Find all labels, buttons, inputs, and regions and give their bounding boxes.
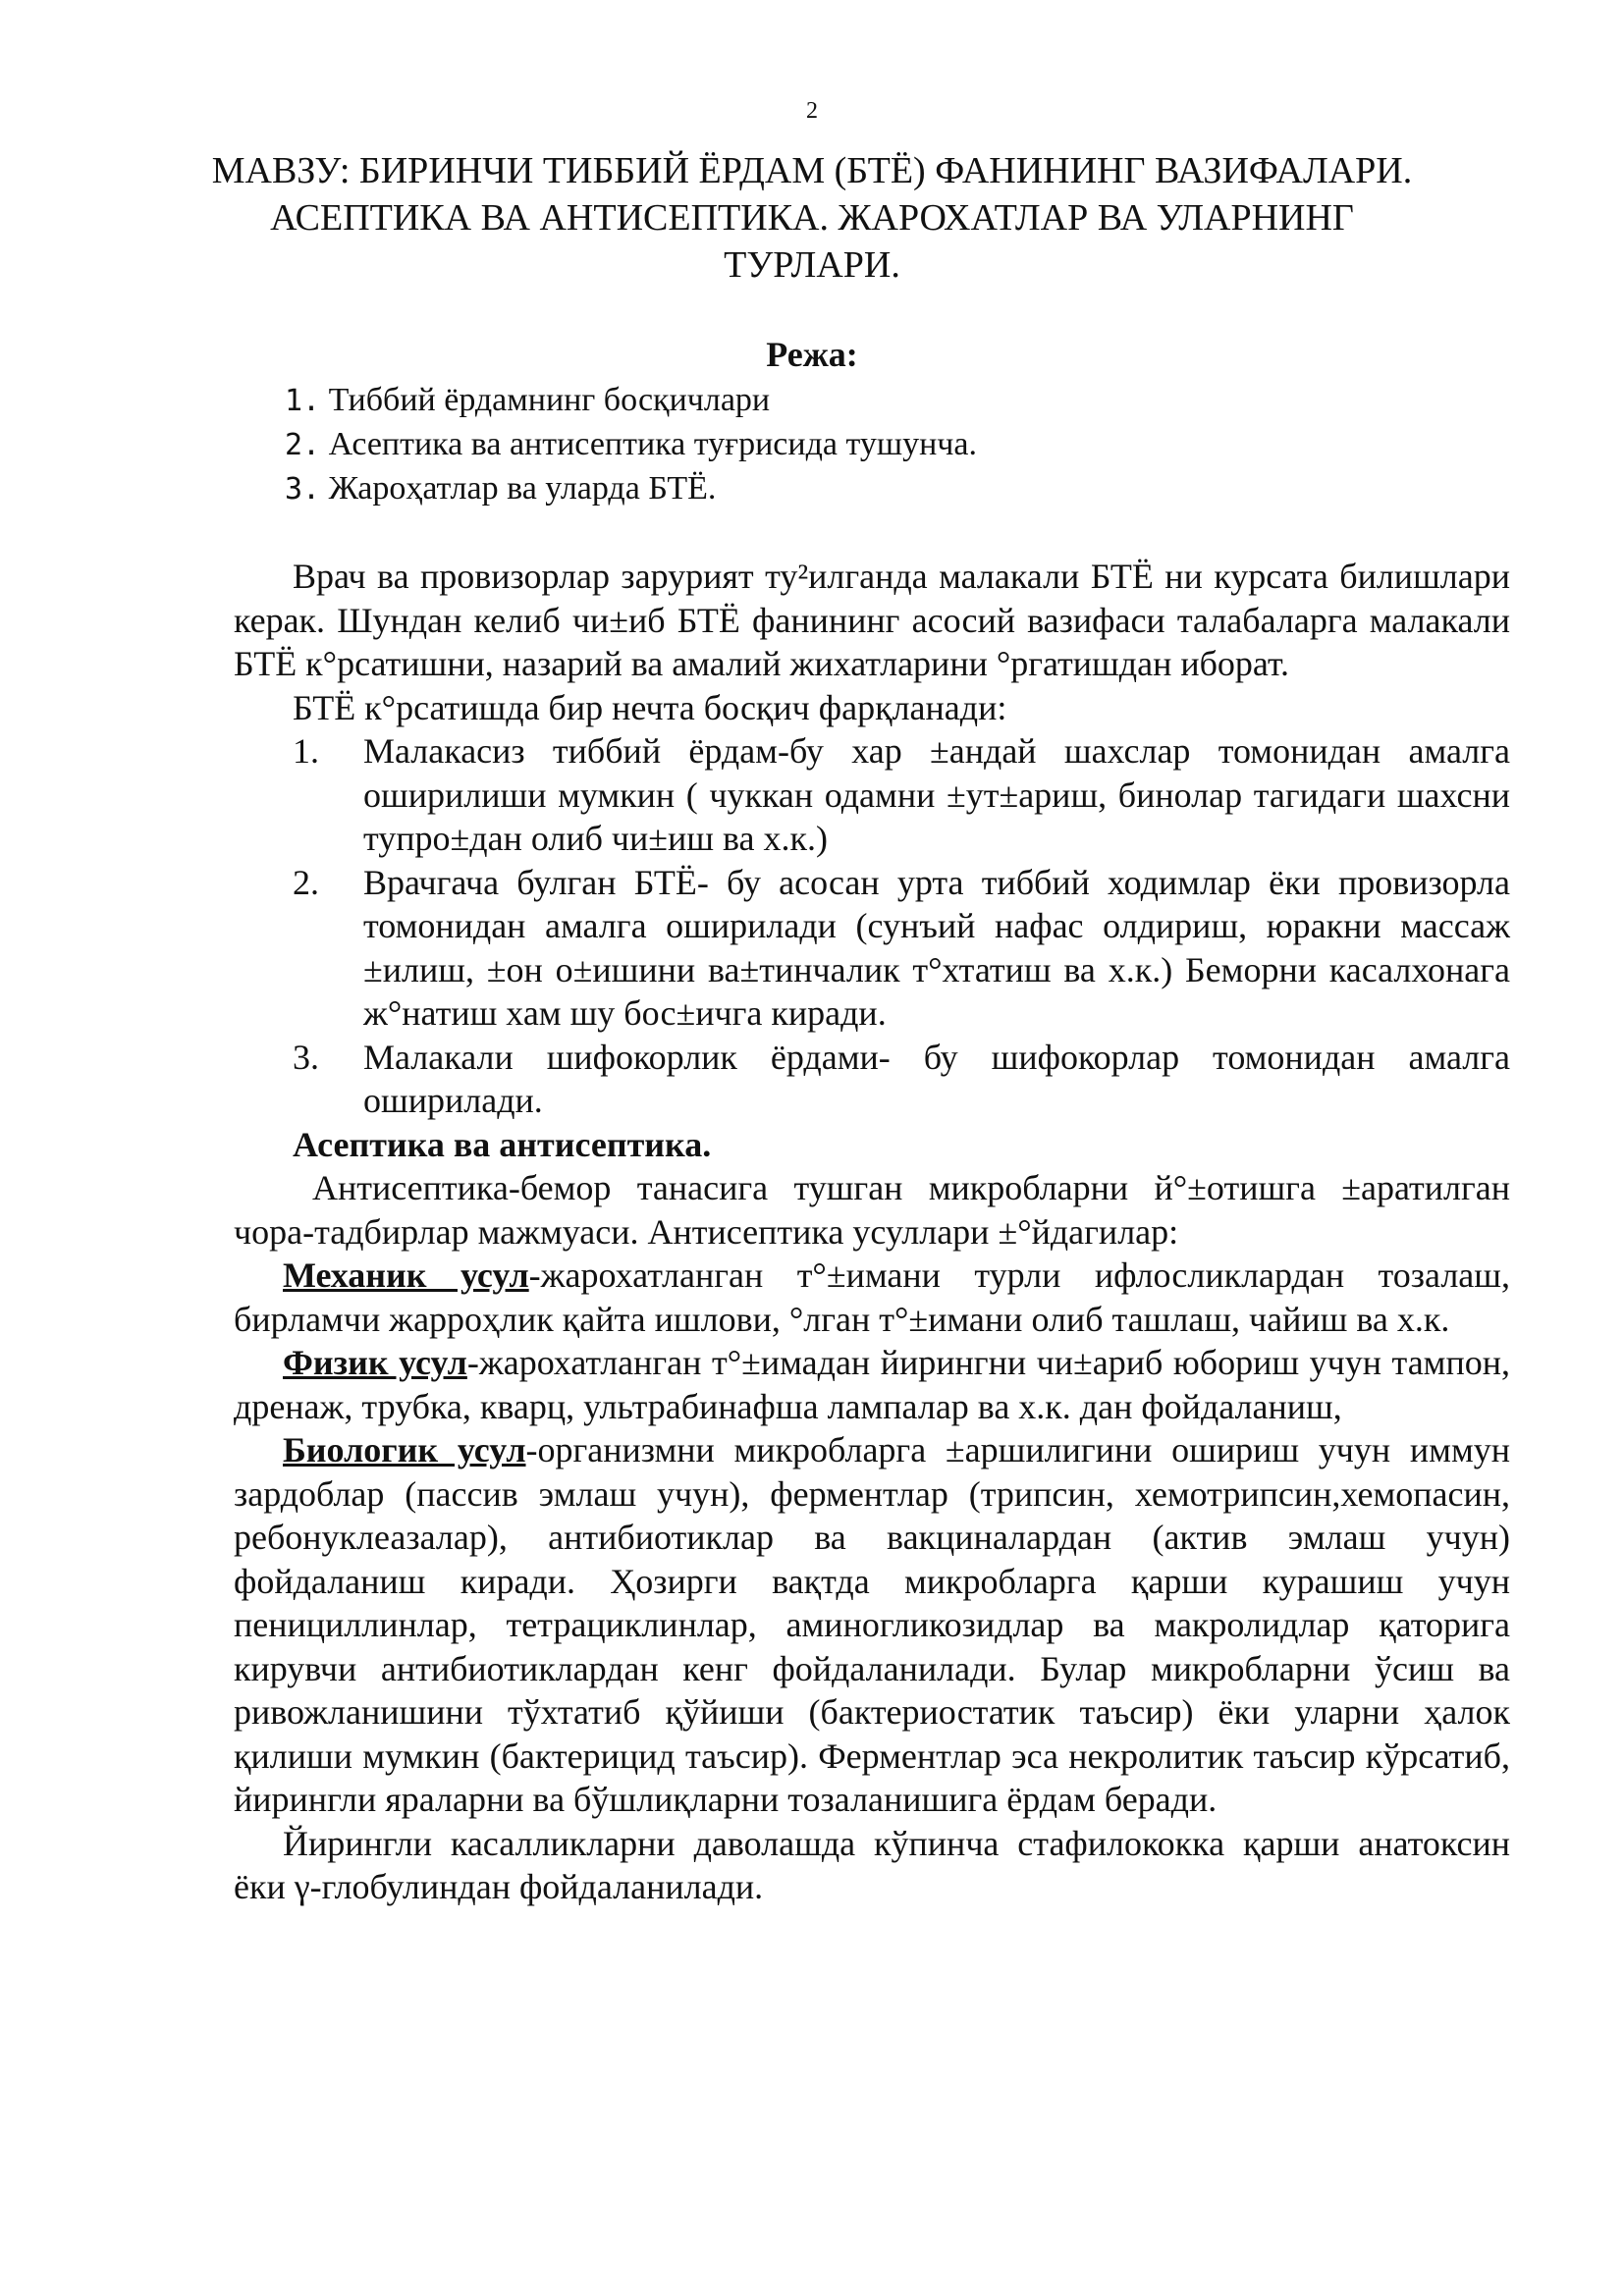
plan-item xyxy=(285,379,977,423)
document-body xyxy=(234,555,1510,1909)
biological-method-paragraph xyxy=(234,1428,1510,1822)
biological-method-term: Биологик усул xyxy=(283,1430,526,1469)
antiseptic-definition: Антисептика-бемор танасига тушган микробларни й°±отишга ±аратилган чора-тадбирлар мажмуаси. Антисептика усуллари ±°йдагилар: xyxy=(234,1168,1510,1252)
stage-number: 1. xyxy=(293,731,319,771)
plan-item-text: Жароҳатлар ва уларда БТЁ. xyxy=(328,470,717,507)
section-heading: Асептика ва антисептика. xyxy=(293,1124,712,1164)
plan-item xyxy=(285,423,977,467)
stage-item xyxy=(234,1036,1510,1123)
stage-text: Малакасиз тиббий ёрдам-бу хар ±андай шахслар томонидан амалга оширилиши мумкин ( чуккан одамни ±ут±ариш, бинолар тагидаги шахсни тупро±дан олиб чи±иш ва х.к.) xyxy=(363,731,1510,858)
plan-item-text: Тиббий ёрдамнинг босқичлари xyxy=(328,382,771,418)
mechanical-method-paragraph xyxy=(234,1254,1510,1341)
plan-item-number: 3. xyxy=(285,472,321,507)
physical-method-paragraph xyxy=(234,1341,1510,1428)
plan-item-number: 2. xyxy=(285,428,321,462)
mechanical-method-text: -жарохатланган т°±имани турли ифлосликлардан тозалаш, бирламчи жарроҳлик қайта ишлови, °лган т°±имани олиб ташлаш, чайиш ва х.к. xyxy=(234,1255,1510,1339)
stage-number: 2. xyxy=(293,862,319,902)
plan-heading: Режа: xyxy=(766,335,858,374)
stages-list xyxy=(234,729,1510,1123)
physical-method-text: -жарохатланган т°±имадан йирингни чи±ариб юбориш учун тампон, дренаж, трубка, кварц, ультрабинафша лампалар ва х.к. дан фойдаланиш, xyxy=(234,1343,1510,1426)
intro-paragraph: Врач ва провизорлар зарурият ту²илганда малакали БТЁ ни курсата билишлари керак. Шундан келиб чи±иб БТЁ фанининг асосий вазифаси талабаларга малакали БТЁ к°рсатишни, назарий ва амалий жихатларини °ргатишдан иборат. xyxy=(234,557,1510,683)
plan-list xyxy=(285,379,977,511)
plan-item-number: 1. xyxy=(285,384,321,418)
stage-text: Малакали шифокорлик ёрдами- бу шифокорлар томонидан амалга оширилади. xyxy=(363,1037,1510,1120)
stage-text: Врачгача булган БТЁ- бу асосан урта тиббий ходимлар ёки провизорла томонидан амалга оширилади (сунъий нафас олдириш, юракни массаж ±илиш, ±он о±ишини ва±тинчалик т°хтатиш ва х.к.) Беморни касалхонага ж°натиш хам шу бос±ичга киради. xyxy=(363,862,1510,1033)
biological-method-text: -организмни микробларга ±аршилигини ошириш учун иммун зардоблар (пассив эмлаш учун), ферментлар (трипсин, хемотрипсин,хемопасин, ребонуклеазалар), антибиотиклар ва вакциналардан (актив эмлаш учун) фойдаланиш киради. Ҳозирги вақтда микробларга қарши курашиш учун пенициллинлар, тетрациклинлар, аминогликозидлар ва макролидлар қаторига кирувчи антибиотиклардан кенг фойдаланилади. Булар микробларни ўсиш ва ривожланишини тўхтатиб қўйиши (бактериостатик таъсир) ёки уларни ҳалок қилиши мумкин (бактерицид таъсир). Ферментлар эса некролитик таъсир кўрсатиб, йирингли яраларни ва бўшлиқларни тозаланишига ёрдам беради. xyxy=(234,1430,1510,1819)
document-title: МАВЗУ: БИРИНЧИ ТИББИЙ ЁРДАМ (БТЁ) ФАНИНИНГ ВАЗИФАЛАРИ. АСЕПТИКА ВА АНТИСЕПТИКА. ЖАРОХАТЛАР ВА УЛАРНИНГ ТУРЛАРИ. xyxy=(211,150,1413,286)
plan-item-text: Асептика ва антисептика туғрисида тушунча. xyxy=(328,426,977,462)
plan-item xyxy=(285,467,977,511)
physical-method-term: Физик усул xyxy=(283,1343,467,1382)
page-number: 2 xyxy=(806,98,818,124)
stage-number: 3. xyxy=(293,1037,319,1077)
mechanical-method-term: Механик усул xyxy=(283,1255,529,1295)
stages-intro: БТЁ к°рсатишда бир нечта босқич фарқланади: xyxy=(293,687,1007,727)
stage-item xyxy=(234,729,1510,861)
closing-paragraph: Йирингли касалликларни даволашда кўпинча стафилококка қарши анатоксин ёки γ-глобулиндан фойдаланилади. xyxy=(234,1823,1510,1906)
stage-item xyxy=(234,861,1510,1036)
